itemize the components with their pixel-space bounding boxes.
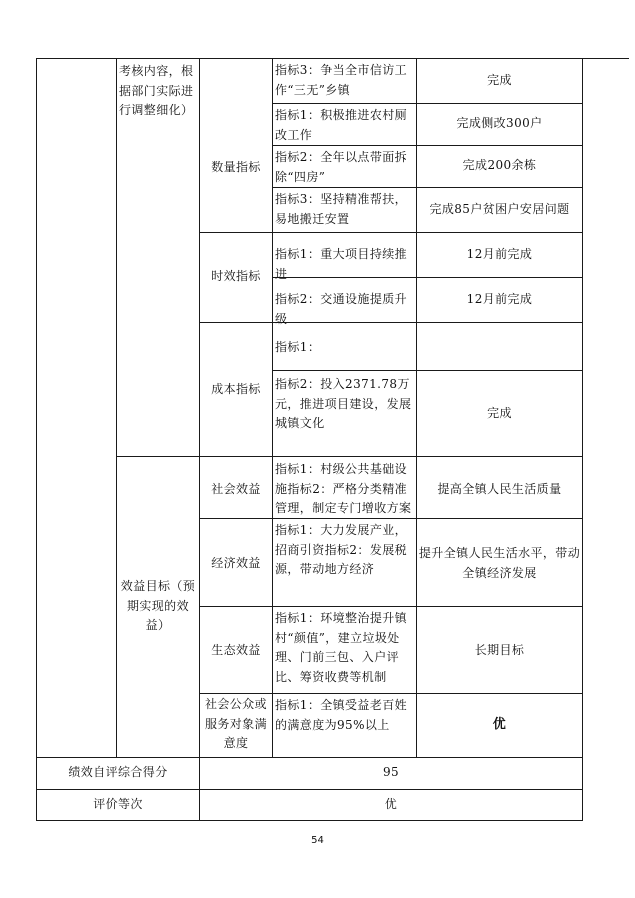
- score-value: 95: [382, 765, 400, 779]
- grade-label: 评价等次: [93, 797, 143, 811]
- benefit-target-label: 效益目标（预期实现的效益）: [120, 579, 196, 632]
- value-cell: 完成侧改300户: [456, 116, 543, 130]
- ecological-benefit-label: 生态效益: [211, 643, 261, 657]
- indicator-cell: 指标1：环境整治提升镇村“颜值”，建立垃圾处理、门前三包、入户评比、筹资收费等机制: [275, 611, 408, 684]
- timeliness-indicator-label: 时效指标: [211, 269, 261, 283]
- indicator-cell: 指标1：大力发展产业，招商引资指标2：发展税源，带动地方经济: [275, 523, 408, 576]
- value-cell: 完成: [487, 406, 512, 420]
- indicator-cell: 指标3：坚持精准帮扶，易地搬迁安置: [275, 192, 408, 226]
- indicator-cell: 指标1：: [275, 340, 321, 354]
- satisfaction-grade: 优: [492, 717, 507, 732]
- social-benefit-label: 社会效益: [211, 482, 261, 496]
- indicator-cell: 指标1：全镇受益老百姓的满意度为95%以上: [275, 698, 408, 732]
- indicator-cell: 指标1：积极推进农村厕改工作: [275, 108, 408, 142]
- value-cell: 完成85户贫困户安居问题: [429, 202, 570, 216]
- satisfaction-label: 社会公众或服务对象满意度: [204, 697, 267, 750]
- indicator-cell: 指标1：村级公共基础设施指标2：严格分类精准管理，制定专门增收方案: [275, 462, 412, 515]
- indicator-cell: 指标1：重大项目持续推进: [275, 247, 408, 281]
- indicator-cell: 指标2：全年以点带面拆除“四房”: [275, 150, 408, 184]
- score-label: 绩效自评综合得分: [68, 765, 168, 779]
- value-cell: 12月前完成: [466, 247, 533, 261]
- grade-value: 优: [384, 797, 398, 811]
- indicator-cell: 指标2：交通设施提质升级: [275, 292, 408, 326]
- quantity-indicator-label: 数量指标: [211, 160, 261, 174]
- value-cell: 提升全镇人民生活水平，带动全镇经济发展: [418, 546, 581, 580]
- category-note: 考核内容，根据部门实际进行调整细化）: [119, 64, 194, 117]
- value-cell: 完成200余栋: [462, 158, 537, 172]
- value-cell: 12月前完成: [466, 292, 533, 306]
- economic-benefit-label: 经济效益: [211, 556, 261, 570]
- indicator-cell: 指标3：争当全市信访工作“三无”乡镇: [275, 63, 408, 97]
- cost-indicator-label: 成本指标: [211, 382, 261, 396]
- indicator-cell: 指标2：投入2371.78万元，推进项目建设，发展城镇文化: [275, 377, 412, 430]
- page-number: 54: [311, 835, 324, 846]
- value-cell: 提高全镇人民生活质量: [437, 482, 562, 496]
- value-cell: 完成: [487, 73, 512, 87]
- value-cell: 长期目标: [474, 643, 525, 657]
